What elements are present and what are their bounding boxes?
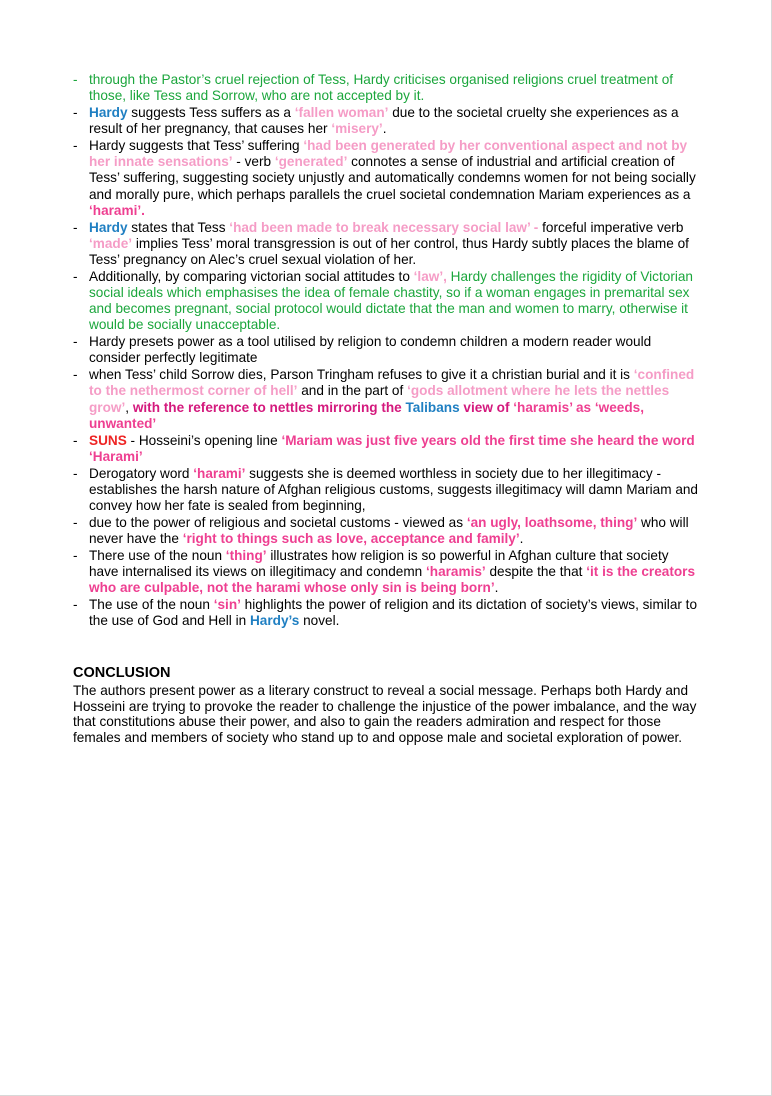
- text-run: ‘had been made to break necessary social law’ -: [229, 219, 539, 235]
- text-run: and in the part of: [297, 383, 408, 399]
- text-run: Derogatory word: [89, 465, 194, 481]
- text-run: due to the power of religious and societal customs - viewed as: [89, 514, 467, 530]
- text-run: ‘made’: [89, 235, 133, 251]
- bullet-item: [73, 597, 701, 629]
- bullet-dash: -: [73, 138, 78, 153]
- bullet-item: [73, 105, 701, 137]
- text-run: Hardy: [89, 105, 128, 120]
- text-run: SUNS: [89, 432, 127, 448]
- bullet-item: [73, 138, 701, 219]
- text-run: view of: [459, 399, 514, 415]
- text-run: ‘harami’.: [89, 202, 145, 218]
- bullet-dash: -: [73, 514, 78, 530]
- bullet-dash: -: [73, 432, 78, 448]
- text-run: ,: [125, 399, 133, 415]
- bullet-item: [73, 72, 701, 104]
- bullet-item: [73, 220, 701, 269]
- bullet-item: [73, 433, 701, 465]
- text-run: when Tess’ child Sorrow dies, Parson Tringham refuses to give it a christian burial and it is: [89, 367, 634, 383]
- text-run: ‘confined to the nethermost corner of hell’: [89, 367, 695, 399]
- text-run: ‘haramis’ as ‘weeds, unwanted’: [89, 399, 645, 431]
- text-run: ‘right to things such as love, acceptance and family’: [182, 531, 520, 547]
- text-run: states that Tess: [127, 219, 230, 235]
- text-run: ‘harami’: [193, 465, 246, 481]
- bullet-dash: -: [73, 219, 78, 235]
- text-run: despite the that: [485, 564, 587, 580]
- text-run: suggests she is deemed worthless in society due to her illegitimacy - establishes the harsh nature of Afghan religious customs, suggests illegitimacy will damn Mariam and convey how her fate is sealed from beginning,: [89, 465, 698, 514]
- bullet-dash: -: [73, 547, 78, 563]
- bullet-item: [73, 466, 701, 515]
- text-run: ‘haramis’: [426, 564, 486, 580]
- text-run: ‘generated’: [274, 154, 348, 170]
- bullet-dash: -: [73, 465, 78, 481]
- text-run: illustrates how religion is so powerful in Afghan culture that society have internalised its views on illegitimacy and condemn: [89, 547, 669, 580]
- text-run: ‘sin’: [213, 597, 241, 613]
- text-run: Hardy presets power as a tool utilised by religion to condemn children a modern reader would consider perfectly legitimate: [89, 334, 652, 366]
- text-run: implies Tess’ moral transgression is out of her control, thus Hardy subtly places the blame of Tess’ pregnancy on Alec’s cruel sexual violation of her.: [89, 235, 689, 268]
- bullet-dash: -: [73, 105, 78, 120]
- text-run: ‘fallen woman’: [294, 105, 389, 120]
- text-run: highlights the power of religion and its dictation of society’s views, similar to the use of God and Hell in: [89, 597, 698, 629]
- text-run: ‘thing’: [225, 547, 267, 563]
- text-run: Hardy: [89, 219, 128, 235]
- text-run: .: [382, 121, 387, 137]
- bullet-item: [73, 367, 701, 432]
- text-run: ‘misery’: [331, 121, 383, 137]
- text-run: Additionally, by comparing victorian social attitudes to: [89, 268, 414, 284]
- bullet-item: [73, 334, 701, 366]
- text-run: The use of the noun: [89, 597, 214, 613]
- text-run: who will never have the: [89, 514, 689, 547]
- bullet-item: [73, 269, 701, 334]
- conclusion-body: The authors present power as a literary construct to reveal a social message. Perhaps both Hardy and Hosseini are trying to provoke the reader to challenge the injustice of the power imbalance, and the way that constitutions abuse their power, and also to gain the readers admiration and respect for those females and members of society who stand up to and oppose male and societal exploration of power.: [73, 683, 697, 745]
- text-run: .: [494, 580, 499, 596]
- text-run: novel.: [299, 613, 340, 629]
- text-run: ‘law’,: [413, 268, 447, 284]
- text-run: ‘it is the creators who are culpable, not the harami whose only sin is being born’: [89, 564, 696, 596]
- bullet-dash: -: [73, 268, 78, 284]
- text-run: ‘gods allotment where he lets the nettles grow’: [89, 383, 670, 415]
- bullet-item: [73, 548, 701, 597]
- text-run: Hardy’s: [249, 613, 300, 629]
- bullet-dash: -: [73, 597, 78, 613]
- text-run: with the reference to nettles mirroring the: [132, 399, 406, 415]
- text-run: Hardy suggests that Tess’ suffering: [89, 138, 304, 153]
- text-run: Hardy challenges the rigidity of Victorian social ideals which emphasises the idea of female chastity, so if a woman engages in premarital sex and becomes pregnant, social protocol would dictate that the man and women to marry, otherwise it would be socially unacceptable.: [89, 268, 693, 333]
- text-run: forceful imperative verb: [538, 219, 684, 235]
- text-run: connotes a sense of industrial and artificial creation of Tess’ suffering, suggesting society unjustly and automatically condemns women for not being socially and morally pure, which perhaps parallels the cruel societal condemnation Mariam experiences as a: [89, 154, 696, 202]
- text-run: due to the societal cruelty she experiences as a result of her pregnancy, that causes her: [89, 105, 679, 137]
- bullet-dash: -: [73, 72, 78, 87]
- text-run: Talibans: [405, 399, 460, 415]
- text-run: ‘an ugly, loathsome, thing’: [466, 514, 638, 530]
- bullet-list: [73, 72, 701, 630]
- conclusion-section: [73, 665, 705, 745]
- text-run: - verb: [232, 154, 275, 170]
- bullet-item: [73, 515, 701, 547]
- conclusion-heading: CONCLUSION: [73, 665, 171, 681]
- text-run: - Hosseini’s opening line: [126, 432, 282, 448]
- text-run: through the Pastor’s cruel rejection of Tess, Hardy criticises organised religions cruel treatment of those, like Tess and Sorrow, who are not accepted by it.: [89, 72, 674, 104]
- text-run: suggests Tess suffers as a: [127, 105, 295, 120]
- bullet-dash: -: [73, 367, 78, 383]
- text-run: .: [519, 531, 524, 547]
- text-run: ‘Mariam was just five years old the first time she heard the word ‘Harami’: [89, 432, 695, 464]
- bullet-dash: -: [73, 334, 78, 350]
- text-run: There use of the noun: [89, 547, 226, 563]
- text-run: ‘had been generated by her conventional aspect and not by her innate sensations’: [89, 138, 688, 170]
